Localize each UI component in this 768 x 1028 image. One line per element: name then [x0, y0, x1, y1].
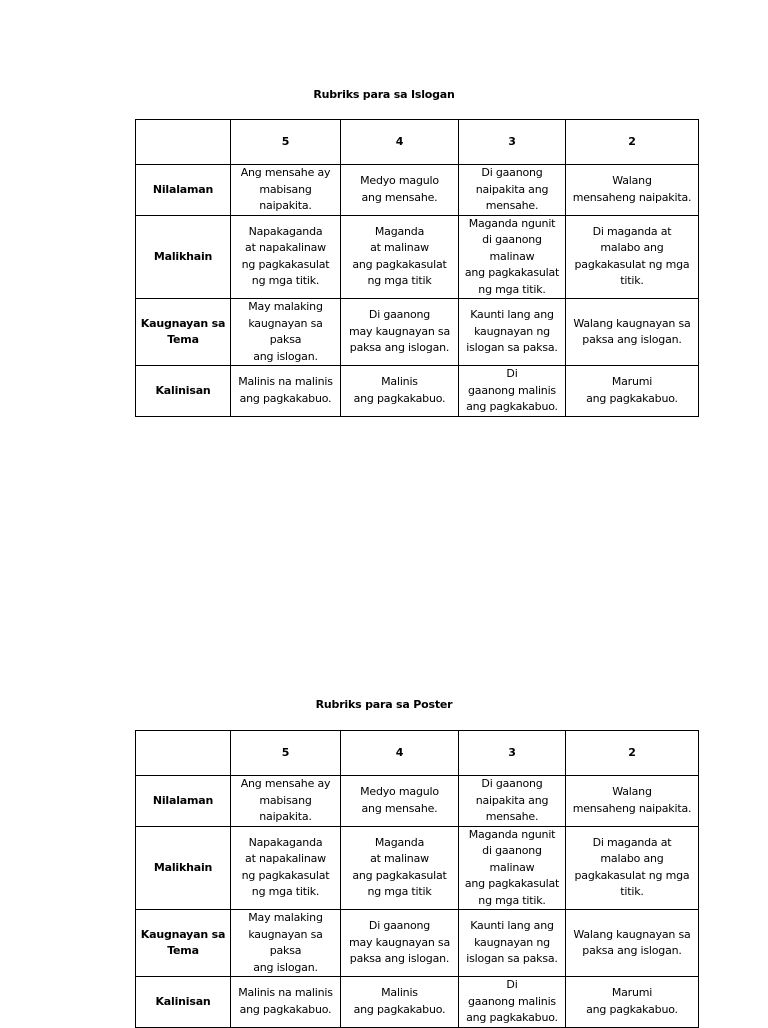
- rubric-cell: Napakaganda at napakalinaw ng pagkakasulat ng mga titik.: [231, 215, 341, 299]
- rubric-cell: Di maganda at malabo ang pagkakasulat ng mga titik.: [566, 215, 699, 299]
- rubric-cell: Maganda ngunit di gaanong malinaw ang pagkakasulat ng mga titik.: [459, 215, 566, 299]
- criterion-nilalaman: Nilalaman: [136, 776, 231, 827]
- table-row: [136, 977, 699, 1028]
- rubric-cell: Medyo magulo ang mensahe.: [341, 776, 459, 827]
- table-row: [136, 910, 699, 977]
- rubric-cell: Maganda at malinaw ang pagkakasulat ng mga titik: [341, 215, 459, 299]
- table-row: [136, 165, 699, 216]
- table-row: [136, 826, 699, 910]
- rubric-cell: Maganda at malinaw ang pagkakasulat ng mga titik: [341, 826, 459, 910]
- rubric-cell: Di gaanong may kaugnayan sa paksa ang islogan.: [341, 910, 459, 977]
- rubric-cell: Di gaanong malinis ang pagkakabuo.: [459, 366, 566, 417]
- header-cell-score-2: 2: [566, 120, 699, 165]
- rubric-cell: May malaking kaugnayan sa paksa ang islogan.: [231, 299, 341, 366]
- rubric-cell: Walang mensaheng naipakita.: [566, 165, 699, 216]
- header-cell: [136, 731, 231, 776]
- rubric-cell: Ang mensahe ay mabisang naipakita.: [231, 165, 341, 216]
- rubric-cell: Di gaanong malinis ang pagkakabuo.: [459, 977, 566, 1028]
- criterion-malikhain: Malikhain: [136, 826, 231, 910]
- rubric-cell: Di gaanong naipakita ang mensahe.: [459, 165, 566, 216]
- islogan-rubric-title: Rubriks para sa Islogan: [313, 88, 455, 101]
- criterion-kalinisan: Kalinisan: [136, 977, 231, 1028]
- header-cell-score-2: 2: [566, 731, 699, 776]
- criterion-kaugnayan: Kaugnayan sa Tema: [136, 910, 231, 977]
- criterion-kaugnayan: Kaugnayan sa Tema: [136, 299, 231, 366]
- rubric-cell: Walang kaugnayan sa paksa ang islogan.: [566, 910, 699, 977]
- poster-rubric-table: [135, 730, 699, 1028]
- rubric-cell: Malinis ang pagkakabuo.: [341, 977, 459, 1028]
- header-cell: [136, 120, 231, 165]
- rubric-cell: Malinis na malinis ang pagkakabuo.: [231, 366, 341, 417]
- rubric-cell: Napakaganda at napakalinaw ng pagkakasulat ng mga titik.: [231, 826, 341, 910]
- rubric-cell: Medyo magulo ang mensahe.: [341, 165, 459, 216]
- rubric-cell: Kaunti lang ang kaugnayan ng islogan sa paksa.: [459, 910, 566, 977]
- rubric-cell: Di gaanong naipakita ang mensahe.: [459, 776, 566, 827]
- header-cell-score-4: 4: [341, 120, 459, 165]
- header-row: [136, 731, 699, 776]
- table-row: [136, 299, 699, 366]
- table-row: [136, 366, 699, 417]
- rubric-cell: Maganda ngunit di gaanong malinaw ang pagkakasulat ng mga titik.: [459, 826, 566, 910]
- rubric-cell: Malinis na malinis ang pagkakabuo.: [231, 977, 341, 1028]
- table-row: [136, 215, 699, 299]
- header-cell-score-3: 3: [459, 120, 566, 165]
- header-row: [136, 120, 699, 165]
- poster-rubric-title: Rubriks para sa Poster: [315, 698, 453, 711]
- rubric-cell: Ang mensahe ay mabisang naipakita.: [231, 776, 341, 827]
- rubric-cell: Marumi ang pagkakabuo.: [566, 366, 699, 417]
- rubric-cell: Kaunti lang ang kaugnayan ng islogan sa paksa.: [459, 299, 566, 366]
- rubric-cell: Walang mensaheng naipakita.: [566, 776, 699, 827]
- table-row: [136, 776, 699, 827]
- rubric-cell: Di maganda at malabo ang pagkakasulat ng mga titik.: [566, 826, 699, 910]
- header-cell-score-3: 3: [459, 731, 566, 776]
- criterion-kalinisan: Kalinisan: [136, 366, 231, 417]
- rubric-cell: Malinis ang pagkakabuo.: [341, 366, 459, 417]
- rubric-cell: May malaking kaugnayan sa paksa ang islogan.: [231, 910, 341, 977]
- header-cell-score-5: 5: [231, 120, 341, 165]
- rubric-cell: Di gaanong may kaugnayan sa paksa ang islogan.: [341, 299, 459, 366]
- criterion-malikhain: Malikhain: [136, 215, 231, 299]
- header-cell-score-5: 5: [231, 731, 341, 776]
- rubric-cell: Marumi ang pagkakabuo.: [566, 977, 699, 1028]
- header-cell-score-4: 4: [341, 731, 459, 776]
- rubric-cell: Walang kaugnayan sa paksa ang islogan.: [566, 299, 699, 366]
- islogan-rubric-table: [135, 119, 699, 417]
- criterion-nilalaman: Nilalaman: [136, 165, 231, 216]
